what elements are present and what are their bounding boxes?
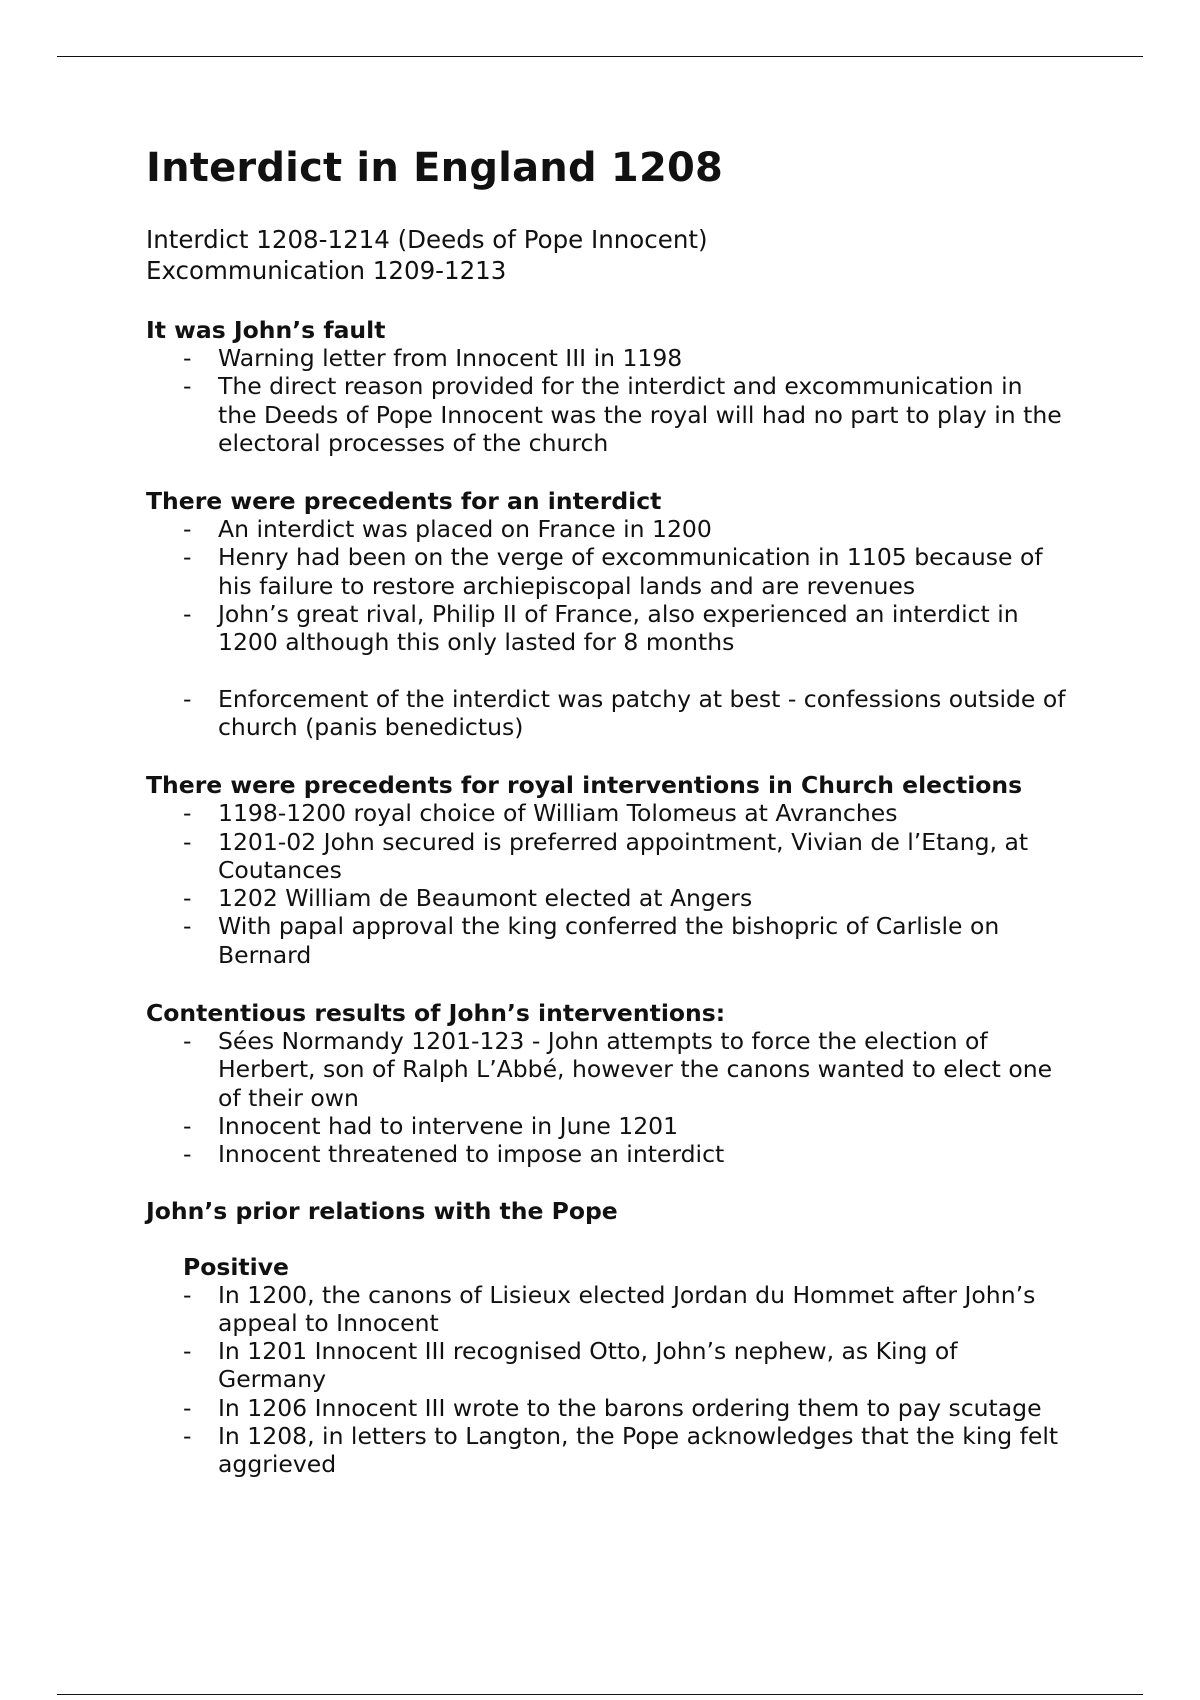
- bullet-dash: -: [183, 1111, 192, 1140]
- list-item-text: 1201-02 John secured is preferred appointment, Vivian de l’Etang, at Coutances: [218, 827, 1029, 884]
- bullet-dash: -: [183, 827, 192, 856]
- list-item: [146, 1337, 1066, 1394]
- list-item-text: In 1200, the canons of Lisieux elected Jordan du Hommet after John’s appeal to Innocent: [218, 1280, 1036, 1337]
- list-item-text: Warning letter from Innocent III in 1198: [218, 344, 683, 372]
- list-item: [146, 1394, 1066, 1422]
- list-item-text: Innocent threatened to impose an interdict: [218, 1140, 725, 1169]
- bullet-dash: -: [183, 600, 192, 629]
- section-heading: John’s prior relations with the Pope: [146, 1196, 618, 1225]
- section-interdict-precedents: [146, 487, 1066, 741]
- list-item: [146, 344, 1066, 372]
- bullet-list: [146, 799, 1066, 969]
- list-item: [146, 799, 1066, 827]
- section-heading: Contentious results of John’s interventions:: [146, 999, 726, 1028]
- bullet-dash: -: [183, 1337, 192, 1366]
- intro-line-excommunication: Excommunication 1209-1213: [146, 256, 507, 285]
- bullet-dash: -: [183, 1280, 192, 1309]
- list-item: [146, 600, 1066, 657]
- list-item-text: In 1206 Innocent III wrote to the barons ordering them to pay scutage: [218, 1393, 1042, 1422]
- section-prior-relations: [146, 1197, 1066, 1479]
- bullet-list: [146, 515, 1066, 741]
- list-item: [146, 372, 1066, 457]
- list-item: [146, 543, 1066, 600]
- top-rule: [57, 56, 1143, 57]
- bullet-dash: -: [183, 684, 192, 713]
- bullet-dash: -: [183, 884, 192, 913]
- bullet-dash: -: [183, 1027, 192, 1056]
- list-item-text: In 1208, in letters to Langton, the Pope acknowledges that the king felt aggrieved: [218, 1422, 1059, 1479]
- bullet-dash: -: [183, 912, 192, 941]
- list-item-text: With papal approval the king conferred the bishopric of Carlisle on Bernard: [218, 912, 1000, 969]
- bullet-list: [146, 1027, 1066, 1168]
- list-item-text: The direct reason provided for the interdict and excommunication in the Deeds of Pope Innocent was the royal will had no part to play in the electoral processes of the church: [218, 372, 1062, 457]
- list-item-text: 1198-1200 royal choice of William Tolomeus at Avranches: [218, 799, 898, 828]
- intro-block: [146, 224, 1066, 286]
- list-item: [146, 1112, 1066, 1140]
- list-item-text: Enforcement of the interdict was patchy at best - confessions outside of church (panis benedictus): [218, 684, 1066, 741]
- list-item-text: 1202 William de Beaumont elected at Angers: [218, 884, 753, 913]
- bullet-list: [146, 344, 1066, 457]
- list-item: [146, 515, 1066, 543]
- section-heading: It was John’s fault: [146, 316, 386, 344]
- subsection-heading-positive: Positive: [183, 1252, 289, 1281]
- list-item-text: Sées Normandy 1201-123 - John attempts to force the election of Herbert, son of Ralph L’Abbé, however the canons wanted to elect one of their own: [218, 1027, 1053, 1112]
- bullet-dash: -: [183, 515, 192, 544]
- list-item-text: John’s great rival, Philip II of France, also experienced an interdict in 1200 although this only lasted for 8 months: [218, 600, 1019, 657]
- section-heading: There were precedents for an interdict: [146, 487, 662, 516]
- list-item: [146, 685, 1066, 742]
- document-page: [146, 138, 1066, 1479]
- bullet-dash: -: [183, 543, 192, 572]
- bottom-rule: [57, 1694, 1143, 1695]
- section-heading: There were precedents for royal interventions in Church elections: [146, 771, 1023, 800]
- list-item: [146, 884, 1066, 912]
- list-item-text: In 1201 Innocent III recognised Otto, John’s nephew, as King of Germany: [218, 1337, 958, 1394]
- list-item: [146, 1027, 1066, 1112]
- section-contentious-results: [146, 999, 1066, 1168]
- list-item: [146, 912, 1066, 969]
- list-item: [146, 1422, 1066, 1479]
- bullet-dash: -: [183, 799, 192, 828]
- list-item-text: An interdict was placed on France in 1200: [218, 515, 712, 544]
- list-item: [146, 1281, 1066, 1338]
- list-item-text: Henry had been on the verge of excommunication in 1105 because of his failure to restore archiepiscopal lands and are revenues: [218, 543, 1043, 600]
- section-johns-fault: [146, 316, 1066, 457]
- bullet-list: [146, 1281, 1066, 1479]
- bullet-dash: -: [183, 1393, 192, 1422]
- bullet-dash: -: [183, 1422, 192, 1451]
- bullet-dash: -: [183, 1140, 192, 1169]
- list-item: [146, 828, 1066, 885]
- list-item-text: Innocent had to intervene in June 1201: [218, 1111, 679, 1140]
- list-item: [146, 1140, 1066, 1168]
- document-title: Interdict in England 1208: [146, 145, 724, 191]
- section-royal-interventions: [146, 771, 1066, 969]
- bullet-dash: -: [183, 372, 192, 401]
- intro-line-interdict: Interdict 1208-1214 (Deeds of Pope Innocent): [146, 225, 708, 254]
- bullet-dash: -: [183, 344, 192, 372]
